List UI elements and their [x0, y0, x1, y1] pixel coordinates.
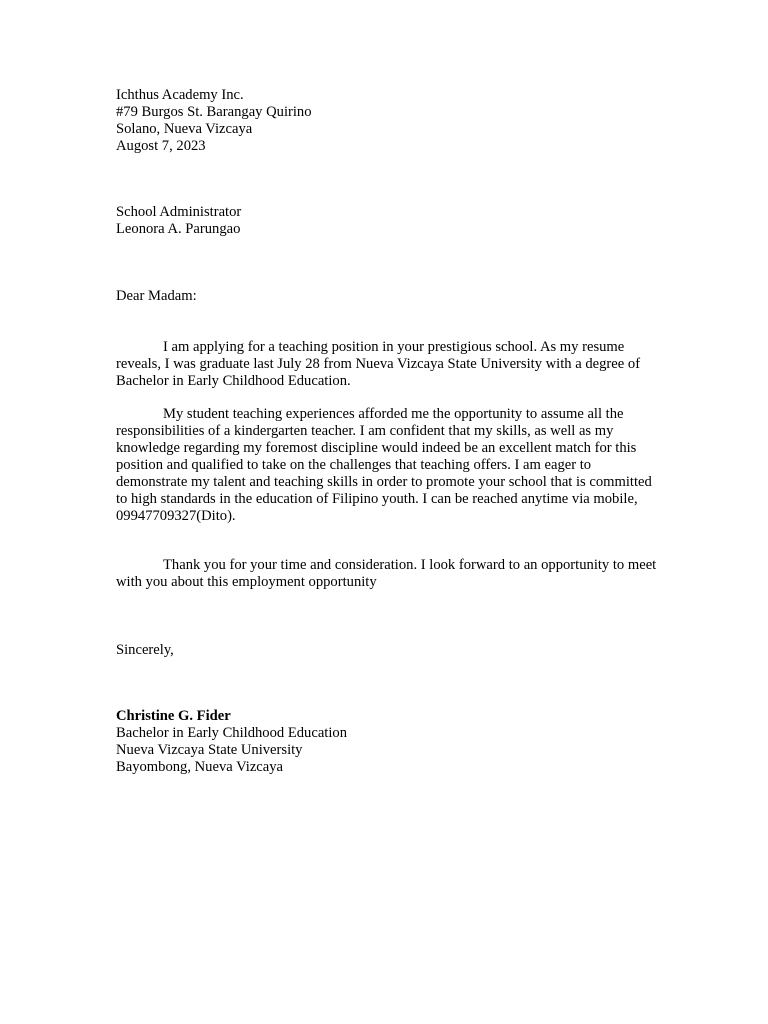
signature-degree: Bachelor in Early Childhood Education: [116, 725, 348, 741]
body-paragraph-2-text: My student teaching experiences afforded me the opportunity to assume all the responsibilities of a kindergarten teacher. I am confident that my skills, as well as my knowledge regarding my foremost discipline would indeed be an excellent match for this position and qualified to take on the challenges that teaching offers. I am eager to demonstrate my talent and teaching skills in order to promote your school that is committed to high standards in the education of Filipino youth. I can be reached anytime via mobile, 09947709327(Dito).: [116, 406, 652, 524]
signature-location: Bayombong, Nueva Vizcaya: [116, 759, 284, 775]
body-paragraph-1-text: I am applying for a teaching position in your prestigious school. As my resume reveals, I was graduate last July 28 from Nueva Vizcaya State University with a degree of Bachelor in Early Childhood Education.: [116, 339, 641, 389]
body-paragraph-2: [116, 406, 661, 525]
closing-text: Sincerely,: [116, 642, 174, 658]
sender-name: Ichthus Academy Inc.: [116, 87, 244, 103]
recipient-name: Leonora A. Parungao: [116, 221, 241, 237]
sender-address-line-2: Solano, Nueva Vizcaya: [116, 121, 253, 137]
signature-block: [116, 708, 347, 776]
recipient-title: School Administrator: [116, 204, 242, 220]
body-paragraph-3: [116, 557, 661, 591]
recipient-block: [116, 204, 241, 238]
signature-school: Nueva Vizcaya State University: [116, 742, 303, 758]
signature-name: Christine G. Fider: [116, 708, 231, 724]
salutation-text: Dear Madam:: [116, 288, 197, 304]
sender-address-line-1: #79 Burgos St. Barangay Quirino: [116, 104, 312, 120]
letter-date: Augost 7, 2023: [116, 138, 206, 154]
salutation: [116, 288, 197, 305]
body-paragraph-3-text: Thank you for your time and consideration. I look forward to an opportunity to meet with you about this employment opportunity: [116, 557, 657, 590]
sender-block: [116, 87, 312, 155]
body-paragraph-1: [116, 339, 661, 390]
closing: [116, 642, 174, 659]
